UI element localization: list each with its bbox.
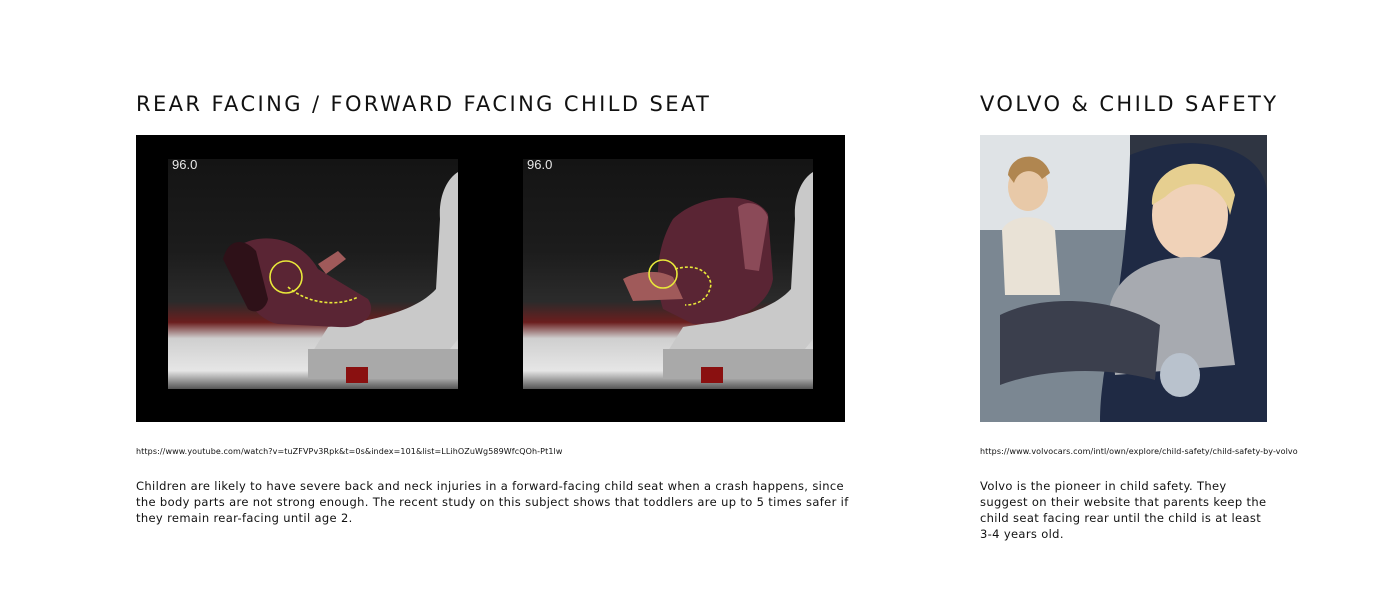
forward-facing-crash-frame <box>523 159 813 389</box>
crash-test-video-still <box>136 135 845 422</box>
rear-facing-crash-frame <box>168 159 458 389</box>
video-timestamp: 96.0 <box>527 159 553 172</box>
volvo-child-seat-photo <box>980 135 1267 422</box>
left-heading: REAR FACING / FORWARD FACING CHILD SEAT <box>136 92 712 116</box>
video-timestamp: 96.0 <box>172 159 198 172</box>
rear-facing-seat-illustration <box>168 159 458 389</box>
volvo-source-link[interactable]: https://www.volvocars.com/intl/own/explore/child-safety/child-safety-by-volvo <box>980 447 1298 456</box>
children-in-car-seats-illustration <box>980 135 1267 422</box>
right-heading: VOLVO & CHILD SAFETY <box>980 92 1279 116</box>
volvo-description: Volvo is the pioneer in child safety. They suggest on their website that parents keep the child seat facing rear until the child is at least 3-4 years old. <box>980 479 1267 541</box>
forward-facing-seat-illustration <box>523 159 813 389</box>
rear-facing-description: Children are likely to have severe back and neck injuries in a forward-facing child seat when a crash happens, since the body parts are not strong enough. The recent study on this subject shows that toddlers are up to 5 times safer if they remain rear-facing until age 2. <box>136 479 849 525</box>
youtube-source-link[interactable]: https://www.youtube.com/watch?v=tuZFVPv3Rpk&t=0s&index=101&list=LLihOZuWg589WfcQOh-Pt1lw <box>136 447 563 456</box>
